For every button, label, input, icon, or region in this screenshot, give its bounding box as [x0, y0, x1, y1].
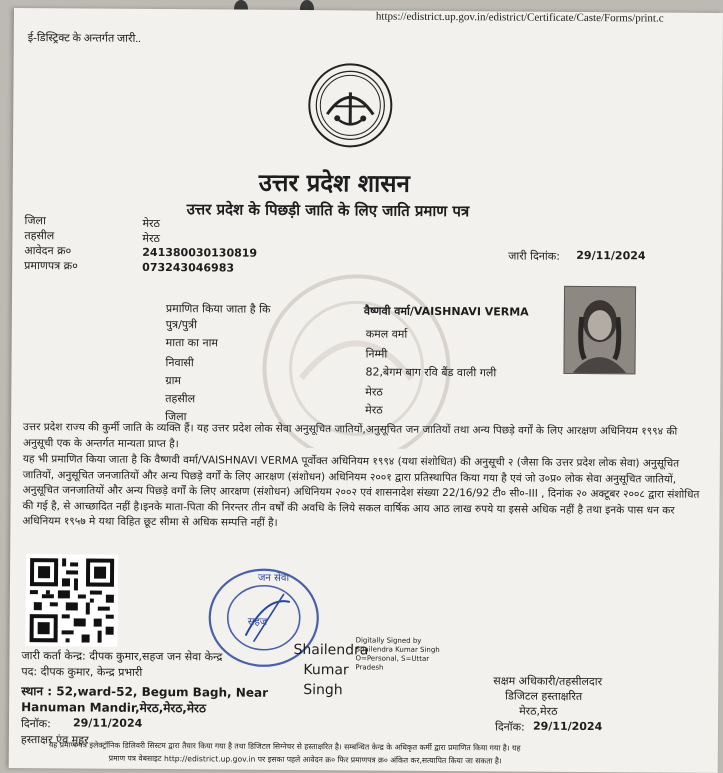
application-number-label: आवेदन क्र०: [24, 244, 72, 258]
right-date-value: 29/11/2024: [532, 719, 603, 734]
right-date-label: दिनॉक:: [494, 720, 525, 734]
stamp-center-text: सहज: [247, 616, 268, 628]
certificate-subtitle: उत्तर प्रदेश के पिछड़ी जाति के लिए जाति प्रमाण पत्र: [186, 200, 470, 221]
certificate-number-label: प्रमाणपत्र क्र०: [24, 259, 78, 273]
resident-label: निवासी: [165, 356, 194, 370]
left-date-label: दिनॉक:: [20, 717, 51, 731]
issuer-center: जारी कर्ता केन्द्र: दीपक कुमार,सहज जन सेवा केन्द्र: [21, 649, 223, 664]
resident-value: 82,बेगम बाग रवि बैंड वाली गली: [365, 365, 497, 380]
certificate-number-value: 073243046983: [142, 260, 235, 275]
qr-code-icon: [26, 554, 119, 647]
mother-label: माता का नाम: [165, 336, 219, 350]
person-photo-icon: [564, 287, 635, 373]
certificate-sheet: [9, 8, 723, 773]
district-value-mid: मेरठ: [365, 403, 383, 417]
header-url: https://edistrict.up.gov.in/edistrict/Certificate/Caste/Forms/print.c: [375, 10, 664, 25]
certificate-title: उत्तर प्रदेश शासन: [258, 167, 410, 198]
district-label-mid: जिला: [165, 410, 187, 424]
mother-name: निम्मी: [365, 347, 388, 361]
footer-note-line1: यह प्रमाण पत्र इलेक्ट्रॉनिक डिलिवरी सिस्टम द्वारा तैयार किया गया है तथा डिजिटल सिग्नेचर से हस्ताक्षरित है। सम्बन्धित केन्द्र के अधिकृत कर्मी द्वारा प्रमाणित किया गया है। यह: [48, 740, 521, 753]
application-number-value: 241380030130819: [142, 245, 258, 260]
relation-label: पुत्र/पुत्री: [165, 318, 198, 332]
digital-sign-line3: O=Personal, S=Uttar: [355, 654, 430, 663]
father-name: कमल वर्मा: [365, 327, 408, 341]
stamp-top-text: जन सेवा: [257, 572, 290, 584]
digital-sign-line1: Digitally Signed by: [355, 636, 422, 645]
village-label: ग्राम: [165, 374, 182, 388]
digitally-signed-label: डिजिटल हस्ताक्षरित: [505, 689, 583, 703]
tehsil-label-mid: तहसील: [165, 392, 196, 406]
district-value: मेरठ: [142, 216, 161, 231]
digital-sign-line4: Pradesh: [355, 663, 384, 672]
issuer-post: पद: दीपक कुमार, केन्द्र प्रभारी: [21, 665, 143, 679]
non-creamy-layer-paragraph: यह भी प्रमाणित किया जाता है कि वैष्णवी वर्मा/VAISHNAVI VERMA पूर्वोक्त अधिनियम १९९४ (यथा संशोधित) की अनुसूची २ (जैसा कि उत्तर प्रदेश लोक सेवा) अनुसूचित जातियों, अनुसूचित जनजातियों और अन्य पिछड़े वर्गों के लिए आरक्षण (संशोधन) अधिनियम २००१ द्वारा प्रतिस्थापित किया गया है एवं जो उ०प्र० लोक सेवा अनुसूचित जातियों, अनुसूचित जनजातियों और अन्य पिछड़े वर्गों के लिए आरक्षण (संशोधन) अधिनियम २००२ एवं शासनादेश संख्या 22/16/92 टी० सी०-III , दिनांक २० अक्टूबर २००८ द्वारा संशोधित की गई है, से आच्छादित नहीं है।इनके माता-पिता की निरन्तर तीन वर्षों की अवधि के लिये सकल वार्षिक आय आठ लाख रुपये या इससे अधिक नहीं है तथा इनके पास धन कर अधिनियम १९५७ मे यथा विहित छूट सीमा से अधिक सम्पत्ति नहीं है।: [22, 453, 700, 529]
tehsil-label: तहसील: [24, 229, 55, 243]
footer-note-line2: प्रमाण पत्र वेबसाइट http://edistrict.up.gov.in पर इसका पहले आवेदन क्र० फिर प्रमाणपत्र क्र० अंकित कर,सत्यापित किया जा सकता है।: [108, 753, 502, 766]
applicant-photo: [563, 286, 636, 375]
issuer-place-line2: Hanuman Mandir,मेरठ,मेरठ,मेरठ: [21, 700, 207, 716]
caste-paragraph: उत्तर प्रदेश राज्य की कुर्मी जाति के व्यक्ति हैं। यह उत्तर प्रदेश लोक सेवा अनुसूचित जातियों,अनुसूचित जन जातियों तथा अन्य पिछड़े वर्गों के लिए आरक्षण अधिनियम १९९४ की अनुसूची एक के अन्तर्गत मान्यता प्राप्त है।: [22, 421, 678, 450]
up-emblem-icon: [307, 62, 394, 149]
district-label: जिला: [24, 214, 46, 228]
competent-officer: सक्षम अधिकारी/तहसीलदार: [493, 674, 603, 689]
certify-name: वैष्णवी वर्मा/VAISHNAVI VERMA: [363, 304, 529, 319]
sign-seal-label: हस्ताक्षर एंव मुहर: [20, 733, 89, 747]
signature-name-line1: Shailendra: [293, 641, 369, 659]
header-left-text: ई-डिस्ट्रिक्ट के अन्तर्गत जारी..: [27, 32, 141, 45]
signature-name-line3: Singh: [303, 682, 343, 699]
tehsil-value: मेरठ: [142, 231, 160, 246]
certify-label: प्रमाणित किया जाता है कि: [165, 302, 271, 316]
signature-name-line2: Kumar: [303, 662, 349, 679]
tehsil-value-mid: मेरठ: [365, 385, 383, 399]
digital-sign-line2: Shailendra Kumar Singh: [355, 645, 440, 654]
issue-date-label: जारी दिनांक:: [508, 249, 560, 263]
issue-date-value: 29/11/2024: [576, 248, 646, 263]
issuer-place-line1: स्थान : 52,ward-52, Begum Bagh, Near: [21, 684, 269, 700]
officer-place: मेरठ,मेरठ: [519, 704, 558, 718]
left-date-value: 29/11/2024: [72, 716, 143, 730]
